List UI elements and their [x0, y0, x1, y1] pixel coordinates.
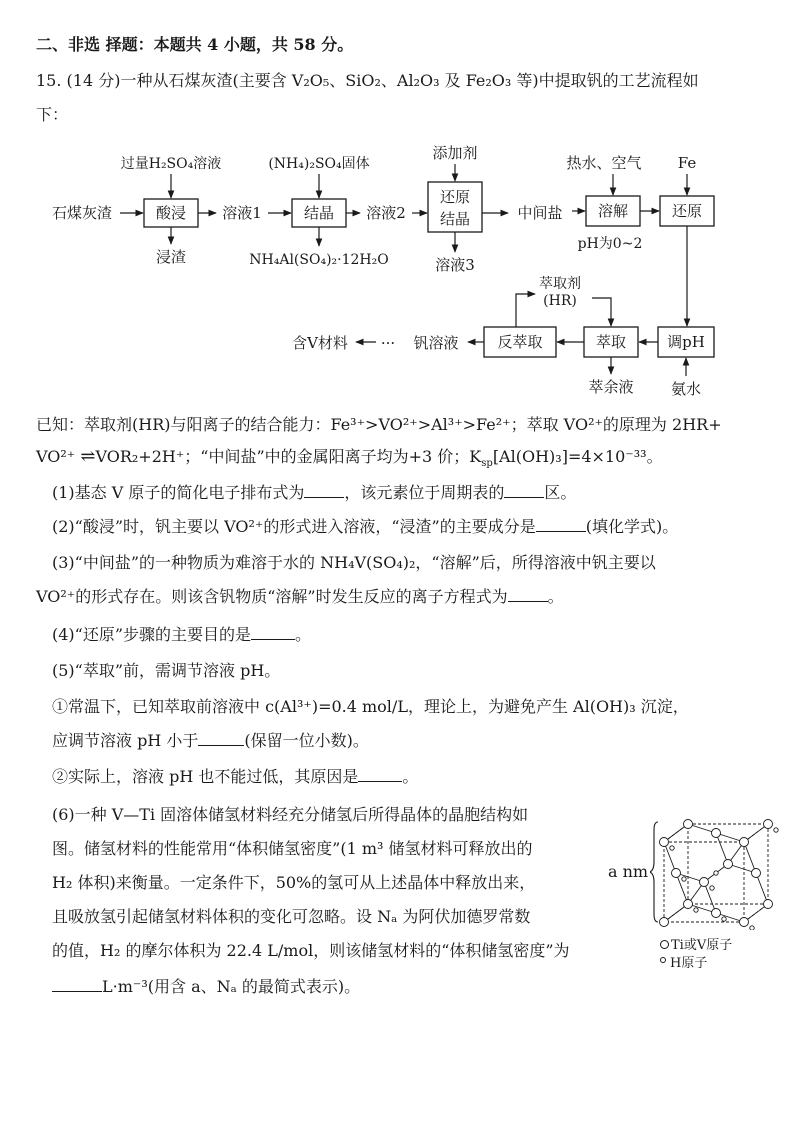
ti-v-atom — [684, 900, 693, 909]
answer-blank-3[interactable] — [508, 587, 548, 602]
answer-blank-4[interactable] — [251, 625, 295, 640]
label-additive: 添加剂 — [432, 144, 478, 162]
cell-bond — [744, 842, 756, 873]
ti-v-atom — [712, 909, 721, 918]
box-strip-label: 反萃取 — [497, 333, 543, 351]
cell-bond — [716, 833, 728, 864]
h-atom — [710, 886, 714, 890]
box-dissolve-label: 溶解 — [597, 202, 629, 220]
ti-v-atom-icon — [660, 940, 669, 949]
process-flow-diagram — [0, 138, 800, 400]
h-atom — [694, 908, 698, 912]
question-part2: (2)“酸浸”时，钒主要以 VO²⁺的形式进入溶液，“浸渣”的主要成分是 (填化学式)。 — [52, 517, 679, 536]
section-header: 二、非选 择题：本题共 4 小题，共 58 分。 — [36, 35, 354, 54]
answer-blank-1b[interactable] — [504, 483, 544, 498]
h-atom — [714, 871, 718, 875]
label-iron: Fe — [677, 154, 697, 172]
answer-blank-1a[interactable] — [304, 483, 344, 498]
label-ammonia: 氨水 — [670, 380, 702, 398]
ti-v-atom — [740, 838, 749, 847]
ti-v-atom — [724, 860, 733, 869]
question-stem-line2: 下： — [36, 105, 69, 124]
label-acid-reagent: 过量H₂SO₄溶液 — [120, 156, 222, 172]
label-ellipsis: ··· — [380, 334, 396, 352]
box-adjust-ph-label: 调pH — [667, 333, 705, 351]
known-ksp-subscript: sp — [481, 458, 493, 470]
label-ph-condition: pH为0~2 — [577, 236, 643, 252]
ti-v-atom — [764, 820, 773, 829]
question-stem-line1: 15. (14 分)一种从石煤灰渣(主要含 V₂O₅、SiO₂、Al₂O₃ 及 Fe₂O₃ 等)中提取钒的工艺流程如 — [36, 71, 699, 90]
known-line2-end: [Al(OH)₃]=4×10⁻³³。 — [492, 447, 663, 466]
question-part6-line3: H₂ 体积)来衡量。一定条件下，50%的氢可从上述晶体中释放出来， — [52, 873, 536, 892]
crystal-unit-cell-figure — [650, 818, 782, 930]
legend-h: H原子 — [660, 952, 707, 971]
label-solution2: 溶液2 — [366, 204, 406, 222]
ti-v-atom — [752, 869, 761, 878]
question-part5-2: ②实际上，溶液 pH 也不能过低，其原因是 。 — [52, 767, 419, 786]
h-atom — [670, 846, 674, 850]
known-line2 — [36, 446, 663, 468]
h-atom-icon — [660, 957, 666, 963]
label-raffinate: 萃余液 — [588, 378, 634, 396]
label-product: 含V材料 — [292, 334, 348, 352]
equilibrium-arrow-icon: ⇌ — [80, 446, 96, 467]
answer-blank-5-1[interactable] — [198, 731, 244, 746]
box-crystallize-label: 结晶 — [303, 204, 335, 222]
question-part5: (5)“萃取”前，需调节溶液 pH。 — [52, 661, 281, 680]
question-part6-line6: L·m⁻³(用含 a、Nₐ 的最简式表示)。 — [52, 976, 360, 998]
answer-blank-5-2[interactable] — [358, 767, 402, 782]
ti-v-atom — [684, 820, 693, 829]
legend-ti-v: Ti或V原子 — [660, 934, 732, 953]
box-leach-label: 酸浸 — [155, 204, 187, 222]
question-part3-line1: (3)“中间盐”的一种物质为难溶于水的 NH₄V(SO₄)₂，“溶解”后，所得溶液中钒主要以 — [52, 553, 656, 572]
box-reduce-label: 还原 — [671, 202, 703, 220]
question-part5-1-line1: ①常温下，已知萃取前溶液中 c(Al³⁺)=0.4 mol/L，理论上，为避免产生 Al(OH)₃ 沉淀， — [52, 697, 689, 716]
arrow-extractant-recycle — [516, 294, 535, 327]
answer-blank-6[interactable] — [52, 977, 102, 992]
question-part4: (4)“还原”步骤的主要目的是 。 — [52, 625, 312, 644]
ti-v-atom — [700, 878, 709, 887]
answer-blank-2[interactable] — [536, 517, 586, 532]
label-solution3: 溶液3 — [435, 256, 475, 274]
label-leach-residue: 浸渣 — [155, 248, 187, 266]
question-part6-line4: 且吸放氢引起储氢材料体积的变化可忽略。设 Nₐ 为阿伏加德罗常数 — [52, 907, 531, 926]
ti-v-atom — [712, 829, 721, 838]
ti-v-atom — [660, 918, 669, 927]
known-line2-main: VOR₂+2H⁺；“中间盐”中的金属阳离子均为+3 价；K — [95, 447, 482, 466]
question-part1: (1)基态 V 原子的简化电子排布式为 ，该元素位于周期表的 区。 — [52, 483, 577, 502]
cell-bond — [756, 873, 768, 904]
h-atom — [682, 877, 686, 881]
ti-v-atom — [740, 918, 749, 927]
label-vanadium-solution: 钒溶液 — [413, 334, 459, 352]
box-extract-label: 萃取 — [595, 333, 627, 351]
ti-v-atom — [764, 900, 773, 909]
known-vo2-ion: VO²⁺ — [36, 447, 76, 466]
question-part5-1-line2: 应调节溶液 pH 小于 (保留一位小数)。 — [52, 731, 369, 750]
label-alum-product: NH₄Al(SO₄)₂·12H₂O — [249, 252, 389, 268]
h-atom — [774, 828, 778, 832]
arrow-extractant-to-extract — [592, 298, 611, 326]
question-part6-line5: 的值，H₂ 的摩尔体积为 22.4 L/mol，则该储氢材料的“体积储氢密度”为 — [52, 941, 570, 960]
label-water-air: 热水、空气 — [566, 154, 642, 172]
question-part3-line2: VO²⁺的形式存在。则该含钒物质“溶解”时发生反应的离子方程式为 。 — [36, 587, 564, 606]
label-solution1: 溶液1 — [222, 204, 262, 222]
known-line1: 已知：萃取剂(HR)与阳离子的结合能力：Fe³⁺>VO²⁺>Al³⁺>Fe²⁺；萃取 VO²⁺的原理为 2HR+ — [36, 415, 722, 434]
label-extractant: 萃取剂 — [539, 276, 581, 292]
label-ammonium-sulfate: (NH₄)₂SO₄固体 — [268, 156, 370, 172]
edge-length-label: a nm — [608, 862, 649, 881]
label-intermediate-salt: 中间盐 — [517, 204, 563, 222]
box-reduce-crystallize-label1: 还原 — [439, 188, 471, 206]
box-reduce-crystallize-label2: 结晶 — [439, 210, 471, 228]
h-atom — [722, 917, 726, 921]
h-atom — [750, 926, 754, 930]
question-part6-line2: 图。储氢材料的性能常用“体积储氢密度”(1 m³ 储氢材料可释放出的 — [52, 839, 533, 858]
ti-v-atom — [672, 869, 681, 878]
label-raw-material: 石煤灰渣 — [52, 204, 113, 222]
question-part6-line1: (6)一种 V—Ti 固溶体储氢材料经充分储氢后所得晶体的晶胞结构如 — [52, 805, 529, 824]
ti-v-atom — [660, 838, 669, 847]
label-extractant-hr: (HR) — [543, 293, 577, 309]
brace-icon — [650, 822, 658, 922]
